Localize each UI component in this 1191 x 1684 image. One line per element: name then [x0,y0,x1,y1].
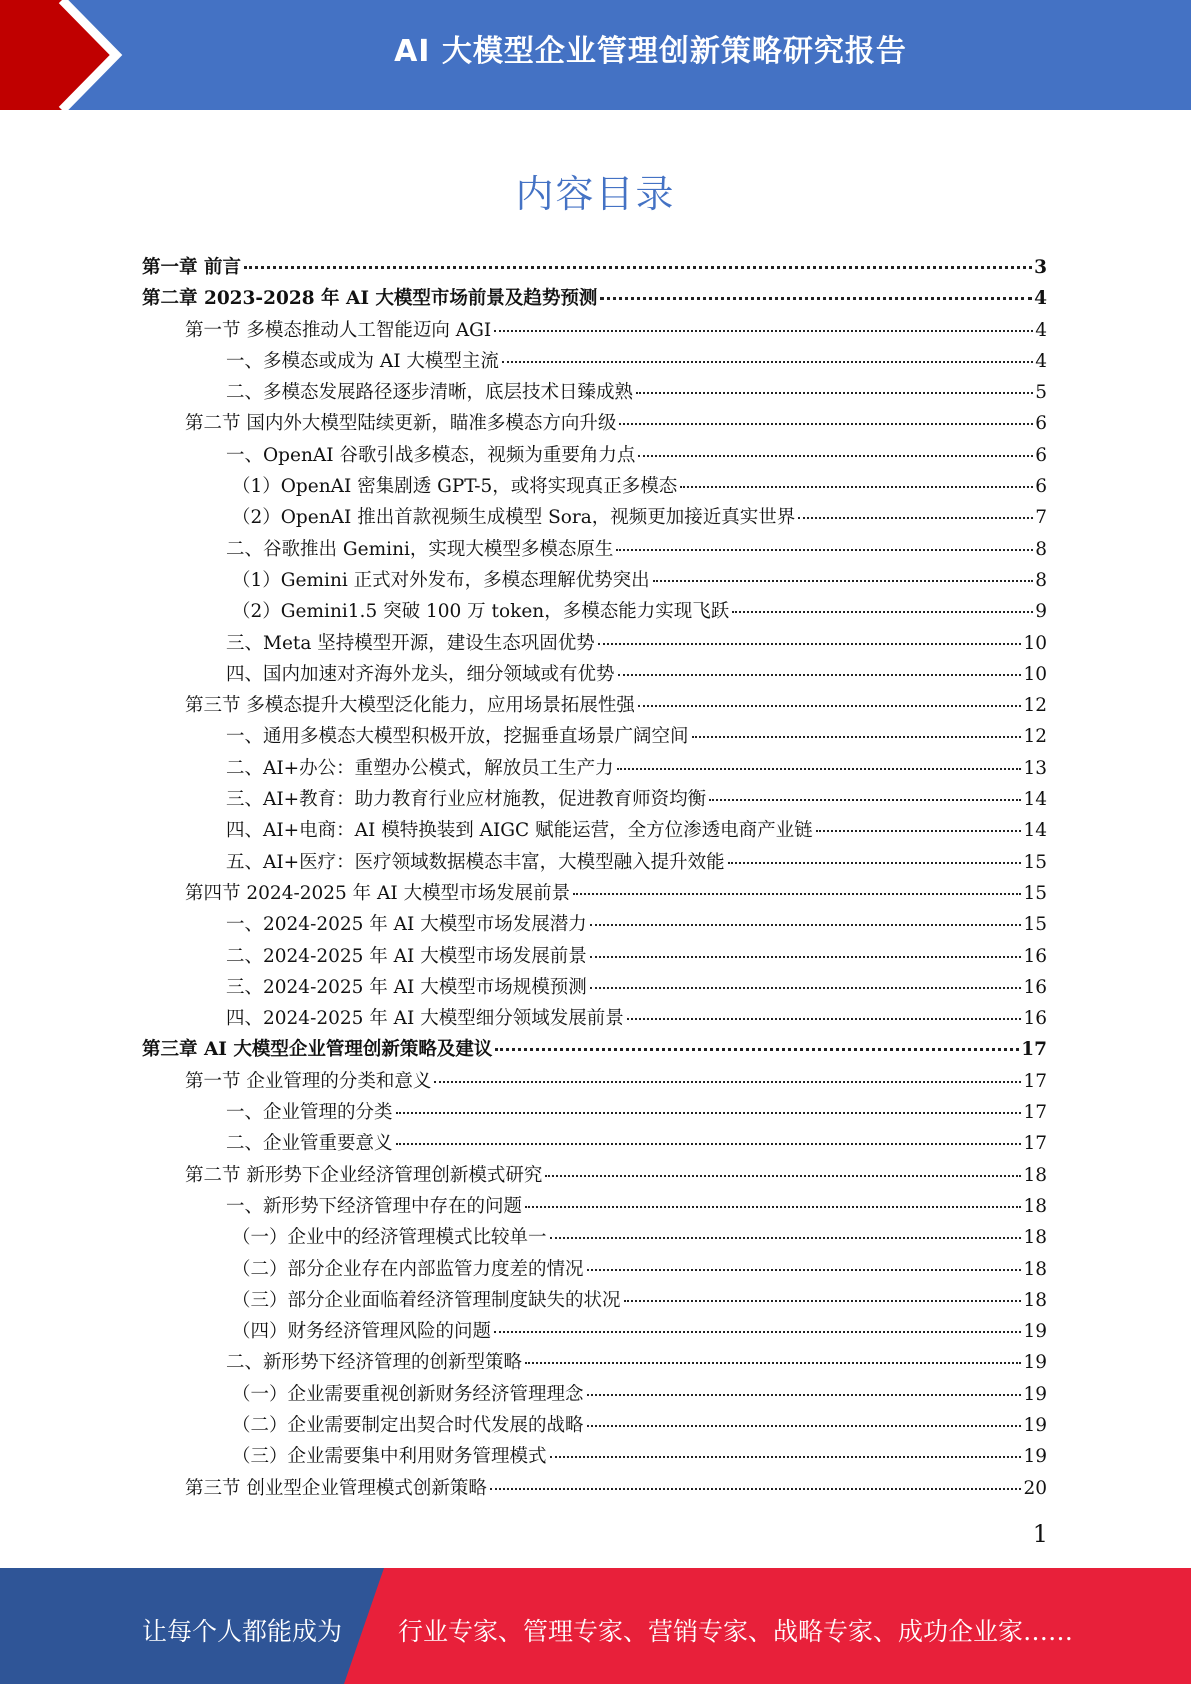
toc-entry[interactable] [142,597,1047,628]
toc-entry-text: 一、企业管理的分类 [226,1102,393,1124]
toc-entry-page: 17 [1023,1070,1047,1092]
toc-entry-page: 15 [1023,851,1047,873]
toc-entry-text: 第三节 创业型企业管理模式创新策略 [185,1477,487,1499]
toc-entry-text: （1）OpenAI 密集剧透 GPT-5，或将实现真正多模态 [232,476,678,498]
toc-leader-dots [525,1362,1021,1364]
toc-entry-text: 一、2024-2025 年 AI 大模型市场发展潜力 [226,914,587,936]
toc-entry-text: （2）Gemini1.5 突破 100 万 token，多模态能力实现飞跃 [232,601,730,623]
toc-entry-text: 二、谷歌推出 Gemini，实现大模型多模态原生 [226,538,614,560]
footer-slogan-right: 行业专家、管理专家、营销专家、战略专家、成功企业家…… [398,1617,1074,1646]
toc-leader-dots [692,736,1022,738]
toc-entry[interactable] [142,973,1047,1004]
toc-entry-text: 三、Meta 坚持模型开源，建设生态巩固优势 [226,632,595,654]
toc-entry[interactable] [142,347,1047,378]
toc-entry-text: 二、企业管重要意义 [226,1133,393,1155]
toc-entry-text: 第一章 前言 [142,257,241,278]
toc-entry-page: 6 [1035,413,1047,435]
toc-entry-page: 4 [1034,288,1047,310]
toc-leader-dots [525,1206,1021,1208]
toc-leader-dots [396,1143,1022,1145]
toc-entry-page: 13 [1023,757,1047,779]
toc-entry-text: 二、多模态发展路径逐步清晰，底层技术日臻成熟 [226,382,634,404]
toc-entry-page: 8 [1035,538,1047,560]
toc-leader-dots [545,1175,1021,1177]
toc-entry[interactable] [142,378,1047,409]
toc-leader-dots [709,799,1021,801]
toc-leader-dots [494,1331,1021,1333]
toc-leader-dots [590,987,1022,989]
toc-entry[interactable] [142,441,1047,472]
toc-leader-dots [619,423,1033,425]
toc-leader-dots [816,830,1022,832]
toc-entry[interactable] [142,1255,1047,1286]
toc-entry-page: 18 [1023,1289,1047,1311]
toc-entry[interactable] [142,660,1047,691]
toc-entry-page: 19 [1023,1414,1047,1436]
toc-entry[interactable] [142,1067,1047,1098]
toc-entry-text: 三、AI+教育：助力教育行业应材施教，促进教育师资均衡 [226,789,707,811]
toc-leader-dots [244,266,1032,269]
toc-entry-page: 14 [1023,820,1047,842]
toc-entry-text: 第三章 AI 大模型企业管理创新策略及建议 [142,1039,493,1061]
toc-entry-text: 一、通用多模态大模型积极开放，挖掘垂直场景广阔空间 [226,726,689,748]
toc-entry-text: 二、AI+办公：重塑办公模式，解放员工生产力 [226,757,614,779]
toc-entry-text: （1）Gemini 正式对外发布，多模态理解优势突出 [232,569,650,591]
toc-entry[interactable] [142,785,1047,816]
toc-entry[interactable] [142,722,1047,753]
toc-entry-page: 18 [1023,1195,1047,1217]
toc-entry-text: 第二章 2023-2028 年 AI 大模型市场前景及趋势预测 [142,288,598,310]
toc-entry[interactable] [142,942,1047,973]
toc-leader-dots [590,924,1022,926]
footer-banner [0,1568,1191,1684]
toc-entry[interactable] [142,1129,1047,1160]
toc-leader-dots [490,1488,1022,1490]
toc-entry-text: 五、AI+医疗：医疗领域数据模态丰富，大模型融入提升效能 [226,851,725,873]
toc-entry[interactable] [142,816,1047,847]
toc-entry-text: （二）企业需要制定出契合时代发展的战略 [232,1414,584,1436]
toc-leader-dots [636,392,1033,394]
toc-entry-page: 10 [1023,632,1047,654]
toc-entry-page: 9 [1035,601,1047,623]
toc-entry-text: 第三节 多模态提升大模型泛化能力，应用场景拓展性强 [185,695,635,717]
toc-entry-page: 10 [1023,663,1047,685]
toc-entry[interactable] [142,754,1047,785]
toc-entry-page: 6 [1035,476,1047,498]
toc-entry[interactable] [142,1098,1047,1129]
toc-entry-page: 4 [1035,350,1047,372]
toc-entry-text: 第一节 企业管理的分类和意义 [185,1070,432,1092]
toc-entry-page: 18 [1023,1258,1047,1280]
toc-entry-page: 20 [1023,1477,1047,1499]
toc-entry-page: 17 [1023,1133,1047,1155]
toc-leader-dots [638,705,1022,707]
toc-leader-dots [732,611,1033,613]
toc-leader-dots [653,580,1034,582]
toc-entry-text: 第二节 国内外大模型陆续更新，瞄准多模态方向升级 [185,413,617,435]
toc-entry-text: 第四节 2024-2025 年 AI 大模型市场发展前景 [185,882,571,904]
toc-entry[interactable] [142,879,1047,910]
toc-entry-text: 第一节 多模态推动人工智能迈向 AGI [185,319,492,341]
toc-entry-text: 二、2024-2025 年 AI 大模型市场发展前景 [226,945,587,967]
toc-entry-page: 4 [1035,319,1047,341]
toc-entry-text: （一）企业需要重视创新财务经济管理理念 [232,1383,584,1405]
toc-entry-page: 19 [1023,1352,1047,1374]
toc-entry-text: 一、多模态或成为 AI 大模型主流 [226,350,499,372]
toc-entry[interactable] [142,848,1047,879]
toc-entry-page: 16 [1023,1008,1047,1030]
toc-leader-dots [573,893,1021,895]
toc-leader-dots [618,674,1022,676]
toc-entry-text: （三）部分企业面临着经济管理制度缺失的状况 [232,1289,621,1311]
toc-entry-page: 5 [1035,382,1047,404]
toc-entry-page: 14 [1023,789,1047,811]
toc-entry-page: 19 [1023,1321,1047,1343]
toc-entry-text: 二、新形势下经济管理的创新型策略 [226,1352,523,1374]
page-number: 1 [1032,1520,1048,1548]
toc-leader-dots [495,1048,1019,1051]
toc-leader-dots [728,862,1022,864]
toc-leader-dots [396,1112,1022,1114]
header-banner [0,0,1191,110]
toc-leader-dots [798,517,1033,519]
toc-entry-text: （三）企业需要集中利用财务管理模式 [232,1446,547,1468]
toc-entry-page: 19 [1023,1446,1047,1468]
toc-entry[interactable] [142,910,1047,941]
toc-entry-text: 四、国内加速对齐海外龙头，细分领域或有优势 [226,663,615,685]
toc-leader-dots [624,1300,1022,1302]
footer-slogan-left: 让每个人都能成为 [142,1617,343,1646]
toc-entry[interactable] [142,1192,1047,1223]
toc-entry-page: 17 [1021,1039,1047,1061]
toc-entry-page: 16 [1023,976,1047,998]
toc-entry-text: （四）财务经济管理风险的问题 [232,1321,492,1343]
toc-entry-page: 3 [1034,257,1047,278]
toc-entry[interactable] [142,1411,1047,1442]
toc-entry[interactable] [142,503,1047,534]
toc-entry[interactable] [142,566,1047,597]
toc-entry-page: 17 [1023,1102,1047,1124]
toc-entry[interactable] [142,409,1047,440]
toc-leader-dots [680,486,1033,488]
toc-entry[interactable] [142,1035,1047,1066]
toc-entry-page: 15 [1023,914,1047,936]
toc-entry-page: 6 [1035,444,1047,466]
toc-leader-dots [434,1081,1021,1083]
toc-entry-page: 12 [1023,726,1047,748]
toc-entry[interactable] [142,1380,1047,1411]
toc-entry-text: 四、2024-2025 年 AI 大模型细分领域发展前景 [226,1008,624,1030]
toc-entry[interactable] [142,1474,1047,1505]
toc-entry[interactable] [142,284,1047,315]
toc-entry-text: （2）OpenAI 推出首款视频生成模型 Sora，视频更加接近真实世界 [232,507,796,529]
toc-entry-text: 一、新形势下经济管理中存在的问题 [226,1195,523,1217]
toc-entry-page: 16 [1023,945,1047,967]
toc-entry[interactable] [142,316,1047,347]
toc-leader-dots [638,455,1033,457]
toc-entry[interactable] [142,1317,1047,1348]
toc-entry[interactable] [142,691,1047,722]
toc-leader-dots [494,330,1033,332]
toc-leader-dots [550,1237,1022,1239]
toc-entry-text: 第二节 新形势下企业经济管理创新模式研究 [185,1164,543,1186]
toc-entry[interactable] [142,535,1047,566]
document-title: AI 大模型企业管理创新策略研究报告 [394,34,907,69]
toc-leader-dots [587,1394,1022,1396]
toc-entry[interactable] [142,253,1047,284]
toc-entry-page: 15 [1023,882,1047,904]
toc-leader-dots [502,361,1033,363]
toc-entry-text: 一、OpenAI 谷歌引战多模态，视频为重要角力点 [226,444,636,466]
toc-heading: 内容目录 [515,172,676,216]
toc-entry[interactable] [142,1442,1047,1473]
toc-leader-dots [590,956,1022,958]
toc-entry[interactable] [142,629,1047,660]
toc-leader-dots [617,768,1022,770]
toc-entry-page: 7 [1035,507,1047,529]
toc-leader-dots [587,1425,1022,1427]
toc-leader-dots [587,1269,1022,1271]
toc-entry-page: 12 [1023,695,1047,717]
toc-entry-text: （一）企业中的经济管理模式比较单一 [232,1227,547,1249]
toc-leader-dots [598,643,1022,645]
toc-entry-page: 19 [1023,1383,1047,1405]
toc-entry[interactable] [142,1286,1047,1317]
toc-entry[interactable] [142,1004,1047,1035]
toc-leader-dots [550,1456,1022,1458]
table-of-contents [142,253,1047,1505]
toc-leader-dots [616,549,1033,551]
toc-entry[interactable] [142,472,1047,503]
toc-leader-dots [600,297,1032,300]
toc-entry[interactable] [142,1223,1047,1254]
toc-entry-page: 8 [1035,569,1047,591]
toc-entry-page: 18 [1023,1227,1047,1249]
toc-entry-text: 三、2024-2025 年 AI 大模型市场规模预测 [226,976,587,998]
toc-entry-page: 18 [1023,1164,1047,1186]
toc-entry-text: （二）部分企业存在内部监管力度差的情况 [232,1258,584,1280]
toc-entry-text: 四、AI+电商：AI 模特换装到 AIGC 赋能运营，全方位渗透电商产业链 [226,820,813,842]
toc-leader-dots [627,1018,1022,1020]
toc-entry[interactable] [142,1161,1047,1192]
toc-entry[interactable] [142,1348,1047,1379]
